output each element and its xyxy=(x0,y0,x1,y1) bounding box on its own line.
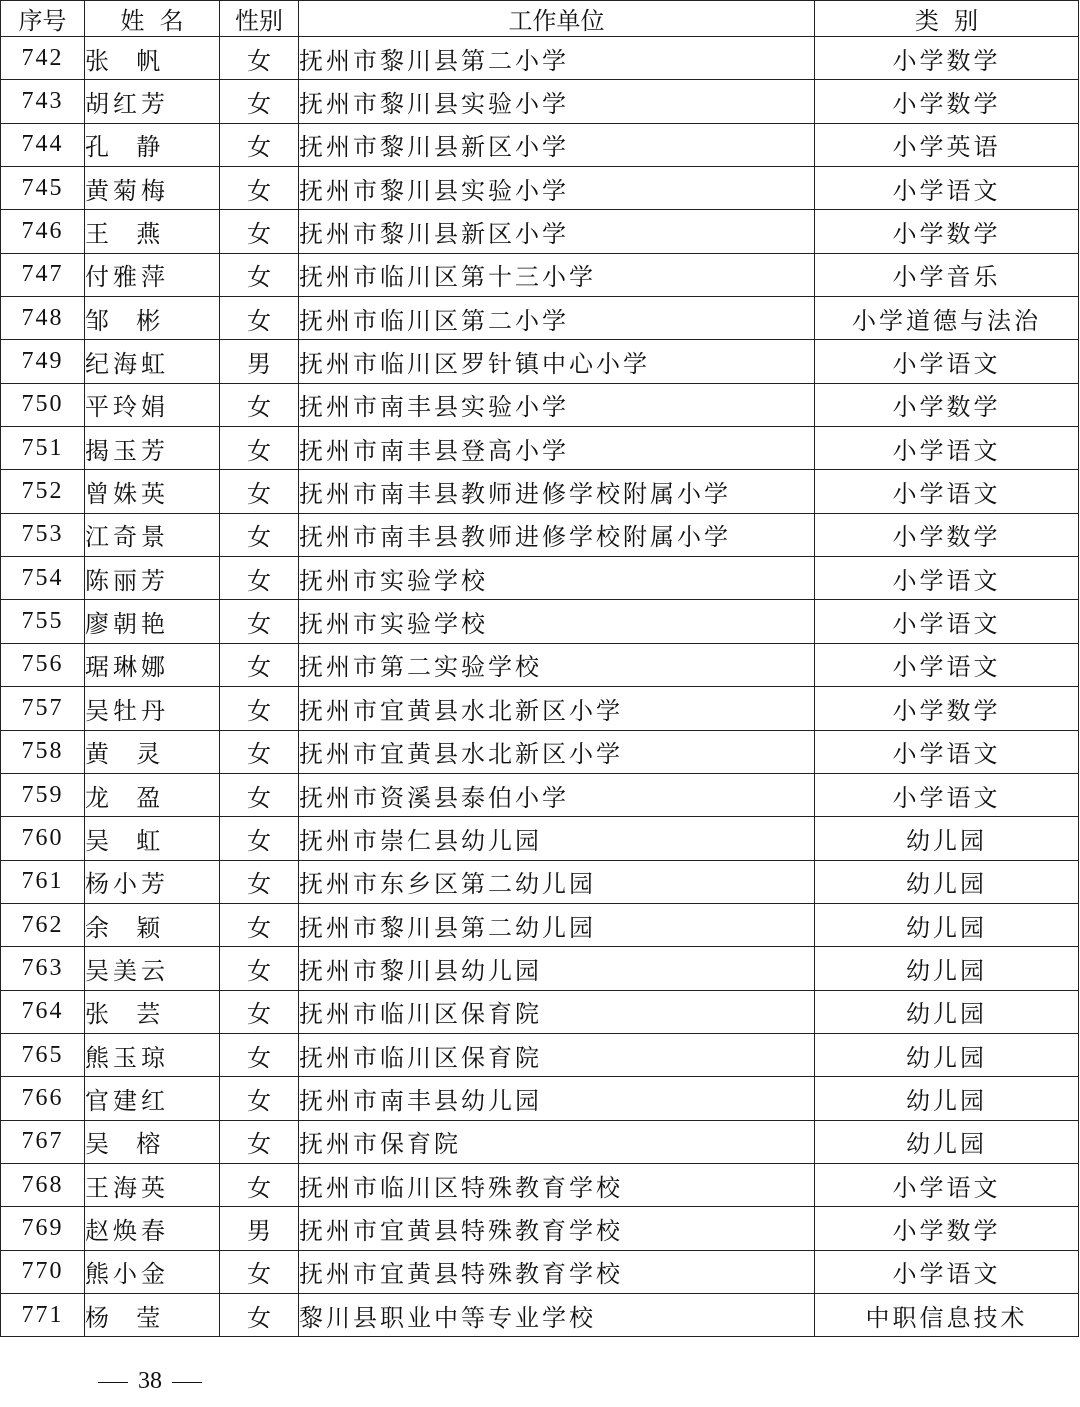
table-row xyxy=(1,167,1079,210)
cell-name: 胡红芳 xyxy=(85,80,220,123)
cell-work-unit: 抚州市临川区特殊教育学校 xyxy=(299,1163,815,1206)
cell-work-unit: 抚州市黎川县新区小学 xyxy=(299,210,815,253)
cell-name: 龙 盈 xyxy=(85,773,220,816)
cell-category: 小学数学 xyxy=(815,1207,1079,1250)
table-row xyxy=(1,600,1079,643)
cell-category: 小学语文 xyxy=(815,773,1079,816)
cell-category: 小学语文 xyxy=(815,730,1079,773)
cell-gender: 女 xyxy=(220,1033,299,1076)
cell-gender: 女 xyxy=(220,687,299,730)
cell-name: 张 帆 xyxy=(85,37,220,80)
cell-gender: 女 xyxy=(220,1120,299,1163)
cell-gender: 女 xyxy=(220,383,299,426)
cell-name: 曾姝英 xyxy=(85,470,220,513)
cell-work-unit: 抚州市临川区保育院 xyxy=(299,1033,815,1076)
cell-work-unit: 抚州市黎川县第二小学 xyxy=(299,37,815,80)
cell-gender: 女 xyxy=(220,37,299,80)
cell-name: 王 燕 xyxy=(85,210,220,253)
cell-serial: 754 xyxy=(1,557,85,600)
cell-name: 邹 彬 xyxy=(85,297,220,340)
table-row xyxy=(1,773,1079,816)
table-row xyxy=(1,903,1079,946)
cell-name: 余 颖 xyxy=(85,903,220,946)
cell-category: 小学英语 xyxy=(815,123,1079,166)
cell-gender: 女 xyxy=(220,210,299,253)
cell-work-unit: 抚州市东乡区第二幼儿园 xyxy=(299,860,815,903)
cell-work-unit: 抚州市第二实验学校 xyxy=(299,643,815,686)
cell-serial: 750 xyxy=(1,383,85,426)
cell-gender: 女 xyxy=(220,1250,299,1293)
cell-work-unit: 抚州市临川区罗针镇中心小学 xyxy=(299,340,815,383)
cell-category: 幼儿园 xyxy=(815,947,1079,990)
cell-gender: 女 xyxy=(220,860,299,903)
cell-gender: 女 xyxy=(220,427,299,470)
table-row xyxy=(1,427,1079,470)
cell-category: 幼儿园 xyxy=(815,990,1079,1033)
cell-name: 熊玉琼 xyxy=(85,1033,220,1076)
cell-category: 小学数学 xyxy=(815,37,1079,80)
cell-work-unit: 抚州市宜黄县特殊教育学校 xyxy=(299,1250,815,1293)
cell-name: 陈丽芳 xyxy=(85,557,220,600)
table-row xyxy=(1,860,1079,903)
cell-category: 小学音乐 xyxy=(815,253,1079,296)
cell-name: 揭玉芳 xyxy=(85,427,220,470)
cell-gender: 女 xyxy=(220,297,299,340)
cell-gender: 女 xyxy=(220,123,299,166)
cell-serial: 751 xyxy=(1,427,85,470)
cell-category: 小学数学 xyxy=(815,513,1079,556)
cell-category: 小学数学 xyxy=(815,80,1079,123)
cell-work-unit: 抚州市宜黄县水北新区小学 xyxy=(299,687,815,730)
cell-serial: 768 xyxy=(1,1163,85,1206)
cell-gender: 女 xyxy=(220,557,299,600)
cell-work-unit: 抚州市实验学校 xyxy=(299,557,815,600)
cell-name: 琚琳娜 xyxy=(85,643,220,686)
cell-category: 小学语文 xyxy=(815,167,1079,210)
cell-serial: 746 xyxy=(1,210,85,253)
cell-serial: 747 xyxy=(1,253,85,296)
table-row xyxy=(1,383,1079,426)
header-name: 姓 名 xyxy=(85,1,220,37)
page-number: 38 xyxy=(138,1368,162,1394)
cell-category: 幼儿园 xyxy=(815,817,1079,860)
cell-serial: 765 xyxy=(1,1033,85,1076)
cell-work-unit: 抚州市黎川县实验小学 xyxy=(299,167,815,210)
cell-work-unit: 抚州市实验学校 xyxy=(299,600,815,643)
cell-name: 孔 静 xyxy=(85,123,220,166)
cell-category: 小学语文 xyxy=(815,600,1079,643)
table-row xyxy=(1,123,1079,166)
cell-work-unit: 抚州市黎川县实验小学 xyxy=(299,80,815,123)
cell-serial: 749 xyxy=(1,340,85,383)
cell-category: 小学数学 xyxy=(815,687,1079,730)
cell-category: 幼儿园 xyxy=(815,1077,1079,1120)
cell-name: 王海英 xyxy=(85,1163,220,1206)
cell-name: 张 芸 xyxy=(85,990,220,1033)
cell-name: 黄菊梅 xyxy=(85,167,220,210)
table-row xyxy=(1,1120,1079,1163)
cell-work-unit: 抚州市保育院 xyxy=(299,1120,815,1163)
cell-serial: 755 xyxy=(1,600,85,643)
cell-category: 幼儿园 xyxy=(815,1120,1079,1163)
cell-gender: 女 xyxy=(220,1077,299,1120)
header-gender: 性别 xyxy=(220,1,299,37)
table-row xyxy=(1,1293,1079,1336)
page-footer xyxy=(88,1368,212,1395)
cell-serial: 767 xyxy=(1,1120,85,1163)
cell-gender: 女 xyxy=(220,600,299,643)
table-row xyxy=(1,1250,1079,1293)
cell-name: 吴牡丹 xyxy=(85,687,220,730)
cell-work-unit: 抚州市临川区第二小学 xyxy=(299,297,815,340)
cell-work-unit: 抚州市黎川县新区小学 xyxy=(299,123,815,166)
footer-dash-left xyxy=(98,1382,128,1383)
table-row xyxy=(1,297,1079,340)
cell-name: 吴美云 xyxy=(85,947,220,990)
cell-work-unit: 黎川县职业中等专业学校 xyxy=(299,1293,815,1336)
table-row xyxy=(1,37,1079,80)
table-row xyxy=(1,80,1079,123)
cell-serial: 761 xyxy=(1,860,85,903)
cell-serial: 756 xyxy=(1,643,85,686)
cell-serial: 757 xyxy=(1,687,85,730)
cell-gender: 女 xyxy=(220,167,299,210)
cell-category: 小学语文 xyxy=(815,1163,1079,1206)
cell-gender: 女 xyxy=(220,1293,299,1336)
cell-serial: 744 xyxy=(1,123,85,166)
cell-category: 小学语文 xyxy=(815,557,1079,600)
cell-category: 小学数学 xyxy=(815,210,1079,253)
cell-serial: 764 xyxy=(1,990,85,1033)
header-work-unit: 工作单位 xyxy=(299,1,815,37)
cell-serial: 771 xyxy=(1,1293,85,1336)
cell-serial: 743 xyxy=(1,80,85,123)
cell-work-unit: 抚州市南丰县实验小学 xyxy=(299,383,815,426)
cell-name: 吴 虹 xyxy=(85,817,220,860)
table-row xyxy=(1,470,1079,513)
cell-category: 幼儿园 xyxy=(815,1033,1079,1076)
footer-dash-right xyxy=(172,1382,202,1383)
cell-category: 小学语文 xyxy=(815,427,1079,470)
cell-name: 熊小金 xyxy=(85,1250,220,1293)
cell-serial: 762 xyxy=(1,903,85,946)
cell-gender: 女 xyxy=(220,817,299,860)
cell-work-unit: 抚州市临川区第十三小学 xyxy=(299,253,815,296)
cell-serial: 769 xyxy=(1,1207,85,1250)
cell-gender: 女 xyxy=(220,513,299,556)
cell-gender: 女 xyxy=(220,730,299,773)
cell-serial: 742 xyxy=(1,37,85,80)
header-category: 类 别 xyxy=(815,1,1079,37)
cell-work-unit: 抚州市南丰县登高小学 xyxy=(299,427,815,470)
cell-serial: 763 xyxy=(1,947,85,990)
table-row xyxy=(1,947,1079,990)
cell-category: 小学语文 xyxy=(815,643,1079,686)
cell-category: 小学语文 xyxy=(815,340,1079,383)
cell-name: 官建红 xyxy=(85,1077,220,1120)
cell-gender: 男 xyxy=(220,1207,299,1250)
cell-name: 江奇景 xyxy=(85,513,220,556)
cell-category: 幼儿园 xyxy=(815,903,1079,946)
table-row xyxy=(1,1033,1079,1076)
cell-gender: 女 xyxy=(220,80,299,123)
table-row xyxy=(1,1077,1079,1120)
cell-serial: 748 xyxy=(1,297,85,340)
table-row xyxy=(1,253,1079,296)
cell-serial: 745 xyxy=(1,167,85,210)
table-row xyxy=(1,210,1079,253)
table-row xyxy=(1,340,1079,383)
cell-work-unit: 抚州市宜黄县水北新区小学 xyxy=(299,730,815,773)
cell-name: 廖朝艳 xyxy=(85,600,220,643)
cell-gender: 女 xyxy=(220,990,299,1033)
cell-category: 小学语文 xyxy=(815,470,1079,513)
cell-gender: 女 xyxy=(220,947,299,990)
cell-category: 小学道德与法治 xyxy=(815,297,1079,340)
cell-work-unit: 抚州市宜黄县特殊教育学校 xyxy=(299,1207,815,1250)
cell-gender: 女 xyxy=(220,253,299,296)
cell-name: 杨小芳 xyxy=(85,860,220,903)
cell-work-unit: 抚州市南丰县教师进修学校附属小学 xyxy=(299,470,815,513)
header-serial: 序号 xyxy=(1,1,85,37)
cell-work-unit: 抚州市黎川县第二幼儿园 xyxy=(299,903,815,946)
table-row xyxy=(1,990,1079,1033)
cell-work-unit: 抚州市黎川县幼儿园 xyxy=(299,947,815,990)
cell-gender: 男 xyxy=(220,340,299,383)
cell-name: 赵焕春 xyxy=(85,1207,220,1250)
table-row xyxy=(1,1207,1079,1250)
table-row xyxy=(1,513,1079,556)
cell-serial: 753 xyxy=(1,513,85,556)
cell-gender: 女 xyxy=(220,643,299,686)
cell-serial: 759 xyxy=(1,773,85,816)
cell-name: 付雅萍 xyxy=(85,253,220,296)
cell-name: 杨 莹 xyxy=(85,1293,220,1336)
cell-work-unit: 抚州市南丰县教师进修学校附属小学 xyxy=(299,513,815,556)
cell-category: 中职信息技术 xyxy=(815,1293,1079,1336)
cell-name: 纪海虹 xyxy=(85,340,220,383)
cell-gender: 女 xyxy=(220,470,299,513)
table-row xyxy=(1,1163,1079,1206)
cell-category: 小学数学 xyxy=(815,383,1079,426)
cell-work-unit: 抚州市临川区保育院 xyxy=(299,990,815,1033)
table-row xyxy=(1,643,1079,686)
cell-gender: 女 xyxy=(220,1163,299,1206)
cell-serial: 770 xyxy=(1,1250,85,1293)
cell-serial: 752 xyxy=(1,470,85,513)
cell-category: 幼儿园 xyxy=(815,860,1079,903)
header-row xyxy=(1,1,1079,37)
table-row xyxy=(1,730,1079,773)
cell-serial: 758 xyxy=(1,730,85,773)
cell-gender: 女 xyxy=(220,773,299,816)
cell-work-unit: 抚州市崇仁县幼儿园 xyxy=(299,817,815,860)
cell-name: 平玲娟 xyxy=(85,383,220,426)
cell-name: 吴 榕 xyxy=(85,1120,220,1163)
cell-serial: 766 xyxy=(1,1077,85,1120)
cell-category: 小学语文 xyxy=(815,1250,1079,1293)
cell-work-unit: 抚州市南丰县幼儿园 xyxy=(299,1077,815,1120)
cell-serial: 760 xyxy=(1,817,85,860)
table-row xyxy=(1,817,1079,860)
table-row xyxy=(1,687,1079,730)
table-row xyxy=(1,557,1079,600)
cell-work-unit: 抚州市资溪县泰伯小学 xyxy=(299,773,815,816)
cell-gender: 女 xyxy=(220,903,299,946)
cell-name: 黄 灵 xyxy=(85,730,220,773)
